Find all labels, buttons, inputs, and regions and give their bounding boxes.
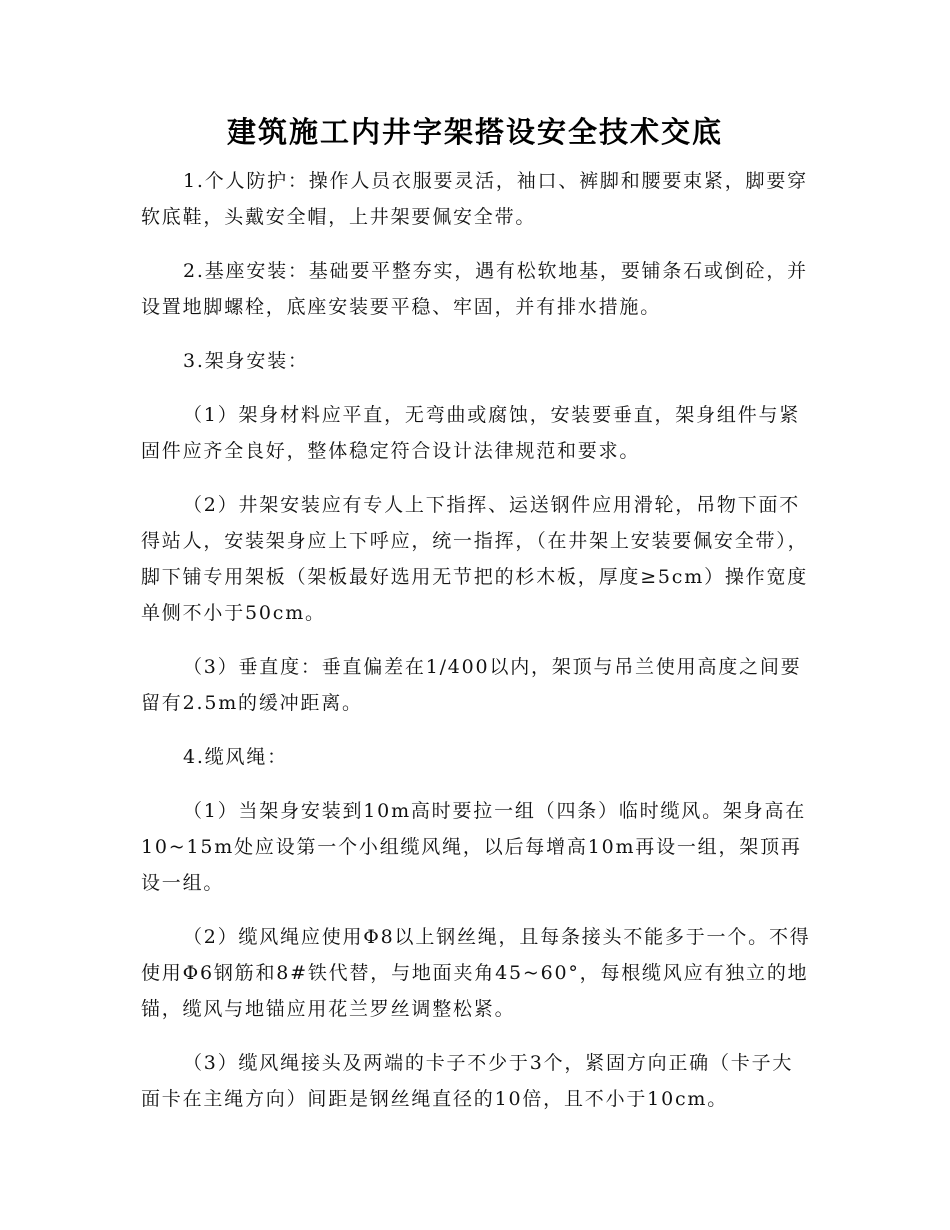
paragraph-frame-assembly-command: （2）井架安装应有专人上下指挥、运送钢件应用滑轮，吊物下面不得站人，安装架身应上下呼应，统一指挥，（在井架上安装要佩安全带），脚下铺专用架板（架板最好选用无节把的杉木板，厚度≥5cm）操作宽度单侧不小于50cm。	[141, 494, 809, 624]
paragraph-verticality: （3）垂直度：垂直偏差在1/400以内，架顶与吊兰使用高度之间要留有2.5m的缓冲距离。	[141, 656, 802, 714]
paragraph-guy-rope-heading: 4.缆风绳：	[183, 746, 288, 768]
paragraph-base-installation: 2.基座安装：基础要平整夯实，遇有松软地基，要铺条石或倒砼，并设置地脚螺栓，底座安装要平稳、牢固，并有排水措施。	[141, 260, 808, 318]
paragraph-frame-materials: （1）架身材料应平直，无弯曲或腐蚀，安装要垂直，架身组件与紧固件应齐全良好，整体稳定符合设计法律规范和要求。	[141, 404, 801, 462]
paragraph-guy-rope-temporary: （1）当架身安装到10m高时要拉一组（四条）临时缆风。架身高在10~15m处应设第一个小组缆风绳，以后每增高10m再设一组，架顶再设一组。	[141, 800, 807, 894]
paragraph-personal-protection: 1.个人防护：操作人员衣服要灵活，袖口、裤脚和腰要束紧，脚要穿软底鞋，头戴安全帽，上井架要佩安全带。	[141, 170, 808, 228]
paragraph-guy-rope-material: （2）缆风绳应使用Φ8以上钢丝绳，且每条接头不能多于一个。不得使用Φ6钢筋和8#铁代替，与地面夹角45~60°，每根缆风应有独立的地锚，缆风与地锚应用花兰罗丝调整松紧。	[141, 926, 811, 1020]
paragraph-guy-rope-clamps: （3）缆风绳接头及两端的卡子不少于3个，紧固方向正确（卡子大面卡在主绳方向）间距是钢丝绳直径的10倍，且不小于10cm。	[141, 1052, 794, 1110]
paragraph-frame-installation-heading: 3.架身安装：	[183, 350, 309, 372]
document-title: 建筑施工内井字架搭设安全技术交底	[226, 115, 723, 149]
document-body	[141, 163, 813, 1135]
